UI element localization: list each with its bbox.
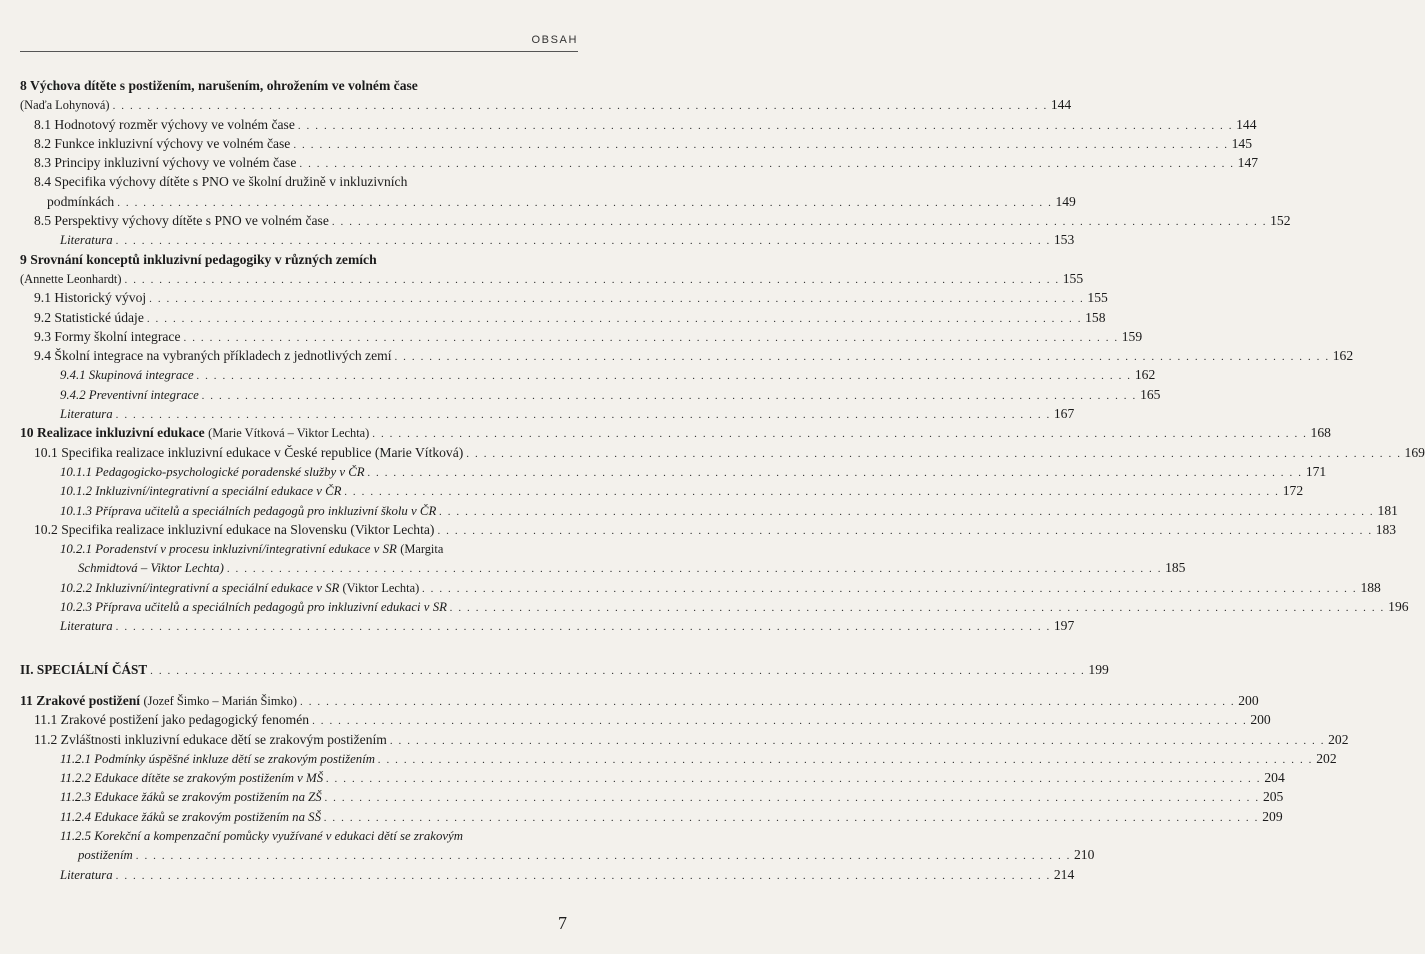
dot-leader (344, 483, 1279, 502)
entry-text: 11.2 Zvláštnosti inkluzivní edukace dětí se zrakovým postižením (34, 731, 387, 747)
page-ref: 162 (1332, 348, 1354, 364)
entry-text: 10.2 Specifika realizace inkluzivní edukace na Slovensku (Viktor Lechta) (34, 521, 435, 537)
page-ref: 209 (1262, 808, 1283, 824)
dot-leader (300, 693, 1235, 712)
entry-text-continued: podmínkách (47, 193, 115, 209)
page-ref: 200 (1238, 692, 1259, 708)
dot-leader (326, 770, 1261, 789)
dot-leader (439, 503, 1374, 522)
dot-leader (378, 751, 1313, 770)
page-ref: 165 (1140, 386, 1161, 402)
toc-entry (20, 660, 1109, 679)
toc-entry (20, 153, 1259, 172)
dot-leader (116, 867, 1051, 886)
entry-text: 10.1.1 Pedagogicko-psychologické poradenské služby v ČR (60, 464, 365, 479)
entry-text: 9.2 Statistické údaje (34, 309, 144, 325)
page-ref: 168 (1310, 425, 1331, 441)
chapter-title: 11 Zrakové postižení (20, 692, 141, 708)
entry-text-continued: postižením (78, 848, 133, 863)
dot-leader (394, 348, 1329, 367)
entry-text: 10.1 Specifika realizace inkluzivní edukace v České republice (Marie Vítková) (34, 444, 464, 460)
toc-entry (20, 616, 1075, 635)
page-ref: 162 (1134, 367, 1156, 383)
entry-text (20, 826, 566, 845)
table-of-contents (20, 76, 1425, 884)
entry-text: 10.2.2 Inkluzivní/integrativní a speciální edukace v SR (60, 580, 340, 595)
toc-entry (20, 288, 1108, 307)
dot-leader (422, 580, 1357, 599)
dot-leader (125, 271, 1060, 290)
toc-entry (20, 346, 1354, 365)
dot-leader (149, 290, 1084, 309)
toc-entry (20, 807, 1283, 826)
page-ref: 199 (1088, 661, 1109, 677)
literature-label: Literatura (60, 233, 113, 248)
page-ref: 185 (1165, 560, 1186, 576)
chapter-author: (Marie Vítková – Viktor Lechta) (208, 426, 370, 441)
toc-entry (20, 327, 1143, 346)
entry-text: 10.1.3 Příprava učitelů a speciálních pedagogů pro inkluzivní školu v ČR (60, 503, 437, 518)
running-title: OBSAH (531, 34, 578, 46)
entry-text: 8.3 Principy inkluzivní výchovy ve volném čase (34, 155, 297, 171)
part-title: II. SPECIÁLNÍ ČÁST (20, 661, 148, 677)
toc-entry (20, 539, 566, 558)
dot-leader (312, 712, 1247, 731)
dot-leader (116, 618, 1051, 637)
page-ref: 169 (1404, 444, 1425, 460)
toc-entry (20, 462, 1327, 481)
entry-text: 9.3 Formy školní integrace (34, 328, 181, 344)
dot-leader (298, 117, 1233, 136)
entry-text: 11.2.5 Korekční a kompenzační pomůcky využívané v edukaci dětí se zrakovým (60, 828, 463, 843)
page-ref: 145 (1231, 135, 1252, 151)
page-ref: 167 (1053, 406, 1075, 422)
toc-entry (20, 365, 1156, 384)
entry-text: 11.2.2 Edukace dítěte se zrakovým postižením v MŠ (60, 771, 324, 786)
toc-entry (20, 230, 1075, 249)
toc-entry (20, 308, 1106, 327)
toc-entry (20, 95, 1072, 114)
entry-text: 10.2.3 Příprava učitelů a speciálních pedagogů pro inkluzivní edukaci v SR (60, 600, 447, 615)
entry-text: 9.4 Školní integrace na vybraných příkladech z jednotlivých zemí (34, 348, 392, 364)
page-ref: 149 (1055, 193, 1076, 209)
page-ref: 197 (1053, 618, 1075, 634)
toc-entry (20, 597, 1409, 616)
dot-leader (466, 445, 1401, 464)
toc-entry (20, 520, 1397, 539)
toc-entry (20, 404, 1075, 423)
dot-leader (197, 367, 1132, 386)
toc-entry (20, 865, 1075, 884)
toc-entry (20, 115, 1257, 134)
entry-text: 11.2.1 Podmínky úspěšné inkluze dětí se zrakovým postižením (60, 751, 375, 766)
page-ref: 188 (1360, 579, 1381, 595)
entry-author: (Margita (400, 542, 444, 557)
dot-leader (325, 789, 1260, 808)
entry-author: (Viktor Lechta) (342, 580, 420, 595)
chapter-title: 9 Srovnání konceptů inkluzivní pedagogiky v různých zemích (20, 251, 377, 267)
dot-leader (150, 662, 1085, 681)
page-ref: 158 (1085, 309, 1106, 325)
page-number: 7 (558, 913, 567, 933)
toc-entry (20, 443, 1425, 462)
section-gap (20, 636, 566, 660)
entry-text: 11.2.3 Edukace žáků se zrakovým postižením na ZŠ (60, 790, 322, 805)
chapter-author: (Jozef Šimko – Marián Šimko) (143, 693, 297, 708)
toc-entry (20, 730, 1349, 749)
toc-entry (20, 845, 1095, 864)
entry-text: 8.2 Funkce inkluzivní výchovy ve volném čase (34, 135, 291, 151)
toc-entry (20, 710, 1271, 729)
page-ref: 202 (1328, 731, 1349, 747)
page-ref: 153 (1053, 232, 1075, 248)
page-ref: 152 (1270, 213, 1291, 229)
page-ref: 172 (1282, 483, 1304, 499)
chapter-title: 10 Realizace inkluzivní edukace (20, 425, 205, 441)
entry-text: 11.1 Zrakové postižení jako pedagogický fenomén (34, 712, 310, 728)
chapter-author: (Annette Leonhardt) (20, 271, 122, 286)
entry-text: 8.1 Hodnotový rozměr výchovy ve volném čase (34, 116, 295, 132)
toc-entry (20, 423, 1331, 442)
page-ref: 204 (1264, 770, 1285, 786)
page-ref: 200 (1250, 712, 1271, 728)
page-ref: 171 (1305, 463, 1327, 479)
page-ref: 202 (1316, 750, 1337, 766)
page-ref: 155 (1062, 270, 1084, 286)
dot-leader (450, 599, 1385, 618)
entry-text: 9.4.2 Preventivní integrace (60, 387, 199, 402)
chapter-title: 8 Výchova dítěte s postižením, narušením, ohrožením ve volném čase (20, 78, 418, 93)
dot-leader (293, 136, 1228, 155)
dot-leader (372, 425, 1307, 444)
page-ref: 214 (1053, 866, 1075, 882)
toc-entry (20, 691, 1259, 710)
dot-leader (147, 310, 1082, 329)
entry-text: 10.1.2 Inkluzivní/integrativní a speciální edukace v ČR (60, 484, 342, 499)
toc-entry (20, 385, 1161, 404)
toc-entry (20, 134, 1252, 153)
toc-entry (20, 768, 1285, 787)
literature-label: Literatura (60, 619, 113, 634)
page-ref: 205 (1262, 789, 1284, 805)
dot-leader (116, 232, 1051, 251)
entry-text: 9.4.1 Skupinová integrace (60, 368, 194, 383)
page-ref: 181 (1377, 502, 1398, 518)
page-ref: 183 (1375, 521, 1397, 537)
toc-entry (20, 749, 1337, 768)
dot-leader (437, 522, 1372, 541)
toc-entry (20, 578, 1381, 597)
page-ref: 196 (1388, 599, 1409, 615)
page-ref: 147 (1237, 155, 1259, 171)
toc-entry (20, 481, 1304, 500)
dot-leader (136, 847, 1071, 866)
dot-leader (390, 732, 1325, 751)
page-ref: 159 (1121, 328, 1143, 344)
entry-text: 11.2.4 Edukace žáků se zrakovým postižením na SŠ (60, 809, 321, 824)
dot-leader (332, 213, 1267, 232)
page-ref: 210 (1074, 847, 1095, 863)
dot-leader (299, 155, 1234, 174)
toc-entry (20, 501, 1398, 520)
entry-text: 9.1 Historický vývoj (34, 290, 147, 306)
dot-leader (324, 809, 1259, 828)
toc-entry (20, 192, 1076, 211)
entry-text: 8.4 Specifika výchovy dítěte s PNO ve školní družině v inkluzivních (34, 174, 408, 190)
running-head (20, 34, 578, 52)
literature-label: Literatura (60, 407, 113, 422)
toc-entry (20, 269, 1084, 288)
toc-entry (20, 558, 1186, 577)
dot-leader (202, 387, 1137, 406)
entry-text: 10.2.1 Poradenství v procesu inkluzivní/integrativní edukace v SR (60, 542, 397, 557)
entry-text: 8.5 Perspektivy výchovy dítěte s PNO ve volném čase (34, 213, 329, 229)
dot-leader (227, 560, 1162, 579)
chapter-author: (Naďa Lohynová) (20, 98, 110, 113)
page-ref: 144 (1050, 97, 1072, 113)
literature-label: Literatura (60, 867, 113, 882)
page-ref: 144 (1236, 116, 1257, 132)
page-ref: 155 (1087, 290, 1108, 306)
toc-entry (20, 787, 1284, 806)
toc-entry (20, 211, 1291, 230)
dot-leader (368, 464, 1303, 483)
entry-text-continued: Schmidtová – Viktor Lechta) (78, 561, 224, 576)
